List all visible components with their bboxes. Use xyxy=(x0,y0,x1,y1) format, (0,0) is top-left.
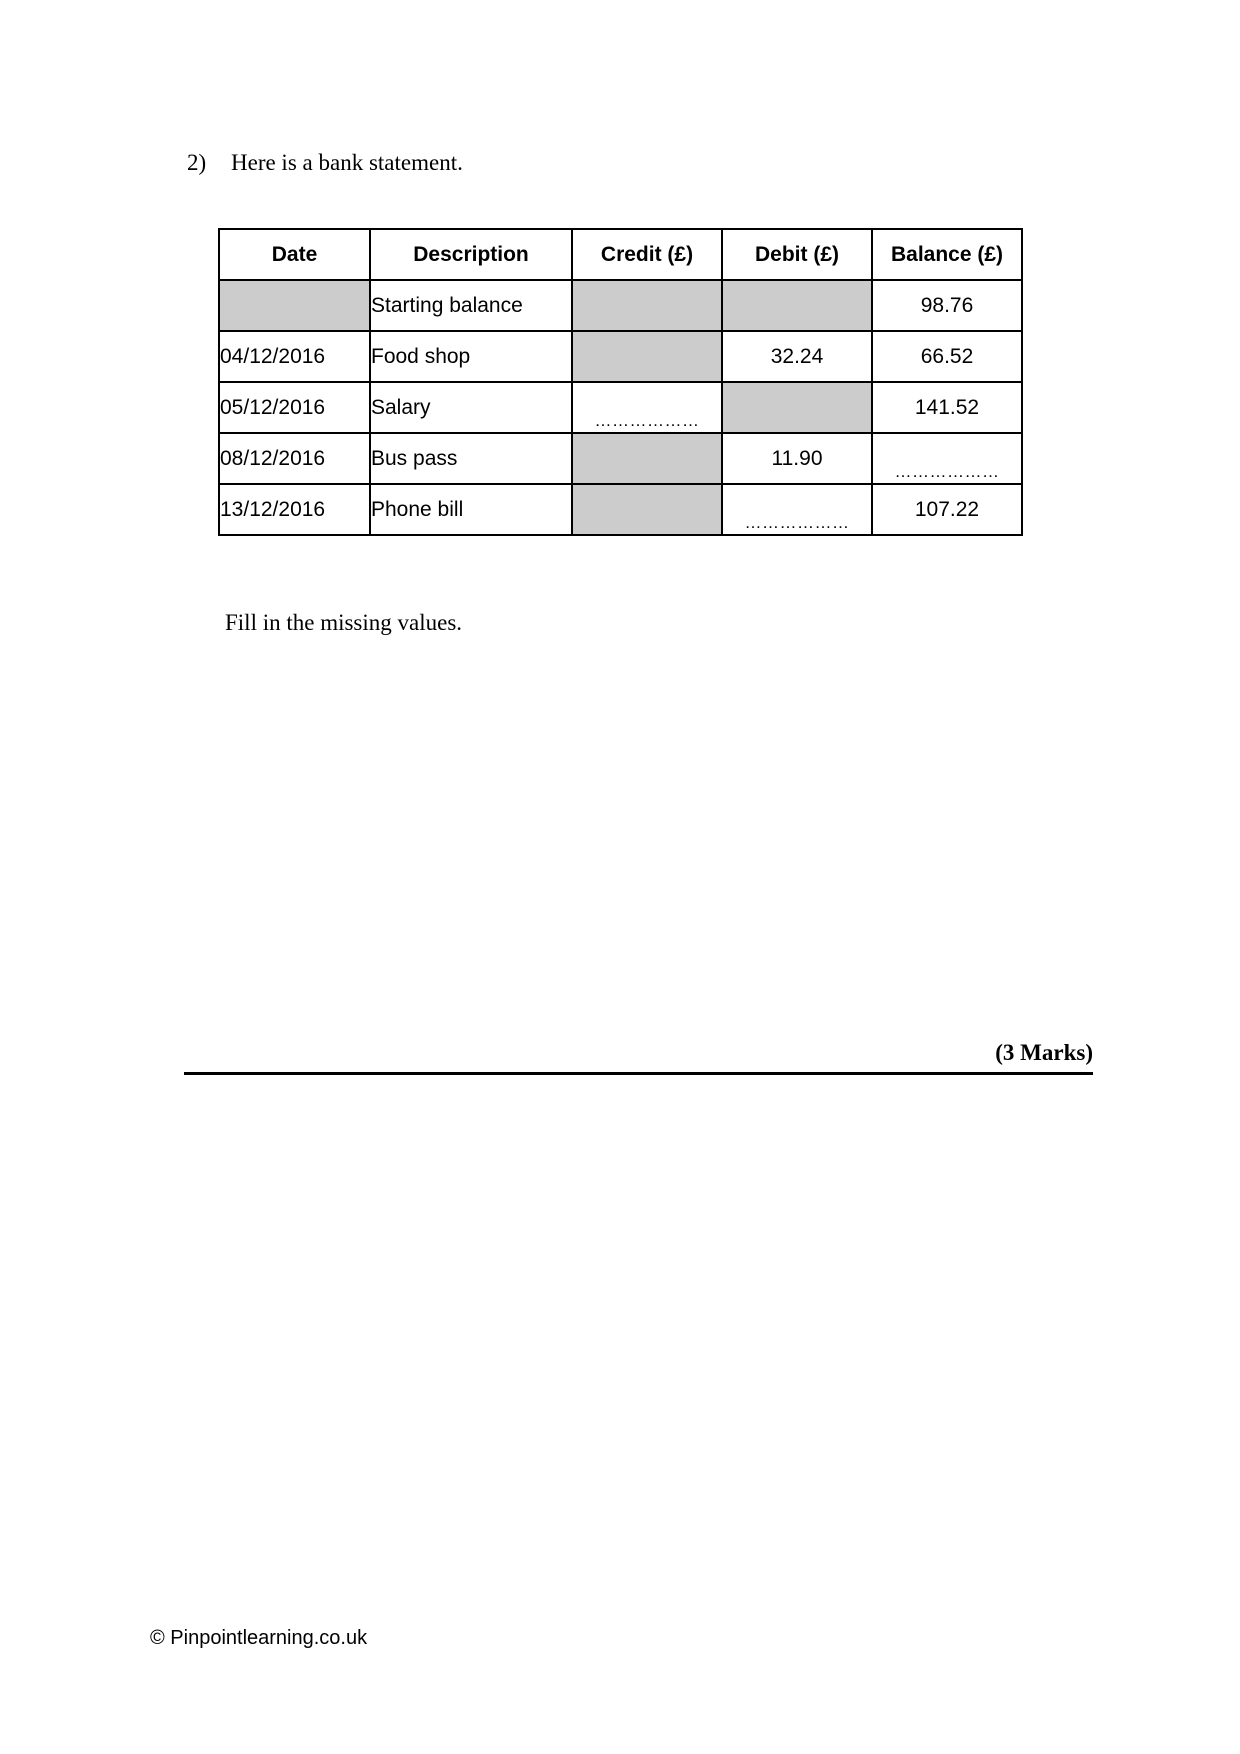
header-date: Date xyxy=(219,229,370,280)
table-header-row xyxy=(219,229,1022,280)
date-cell: 13/12/2016 xyxy=(219,484,370,535)
debit-cell: 32.24 xyxy=(722,331,872,382)
marks-label: (3 Marks) xyxy=(995,1040,1093,1065)
balance-cell: 98.76 xyxy=(872,280,1022,331)
question-text: Here is a bank statement. xyxy=(231,150,463,175)
date-cell: 04/12/2016 xyxy=(219,331,370,382)
description-cell: Bus pass xyxy=(370,433,572,484)
date-cell-shaded xyxy=(219,280,370,331)
credit-cell-shaded xyxy=(572,484,722,535)
header-credit: Credit (£) xyxy=(572,229,722,280)
credit-answer-blank[interactable] xyxy=(572,382,722,433)
credit-cell-shaded xyxy=(572,433,722,484)
balance-cell: 107.22 xyxy=(872,484,1022,535)
debit-cell-shaded xyxy=(722,280,872,331)
table-row xyxy=(219,433,1022,484)
answer-dots: ……………… xyxy=(894,462,1000,481)
credit-cell-shaded xyxy=(572,331,722,382)
credit-cell-shaded xyxy=(572,280,722,331)
answer-dots: ……………… xyxy=(594,411,700,430)
debit-cell: 11.90 xyxy=(722,433,872,484)
header-balance: Balance (£) xyxy=(872,229,1022,280)
debit-cell-shaded xyxy=(722,382,872,433)
balance-cell: 66.52 xyxy=(872,331,1022,382)
answer-dots: ……………… xyxy=(744,513,850,532)
bank-statement-table xyxy=(218,228,1023,536)
section-divider xyxy=(184,1072,1093,1075)
balance-cell: 141.52 xyxy=(872,382,1022,433)
description-cell: Salary xyxy=(370,382,572,433)
debit-answer-blank[interactable] xyxy=(722,484,872,535)
header-debit: Debit (£) xyxy=(722,229,872,280)
question-number: 2) xyxy=(187,150,207,175)
description-cell: Starting balance xyxy=(370,280,572,331)
instruction-text: Fill in the missing values. xyxy=(225,610,463,635)
table-row xyxy=(219,331,1022,382)
table-row xyxy=(219,484,1022,535)
date-cell: 05/12/2016 xyxy=(219,382,370,433)
table-row xyxy=(219,280,1022,331)
header-description: Description xyxy=(370,229,572,280)
date-cell: 08/12/2016 xyxy=(219,433,370,484)
description-cell: Food shop xyxy=(370,331,572,382)
description-cell: Phone bill xyxy=(370,484,572,535)
copyright-footer: © Pinpointlearning.co.uk xyxy=(150,1627,368,1649)
balance-answer-blank[interactable] xyxy=(872,433,1022,484)
table-row xyxy=(219,382,1022,433)
